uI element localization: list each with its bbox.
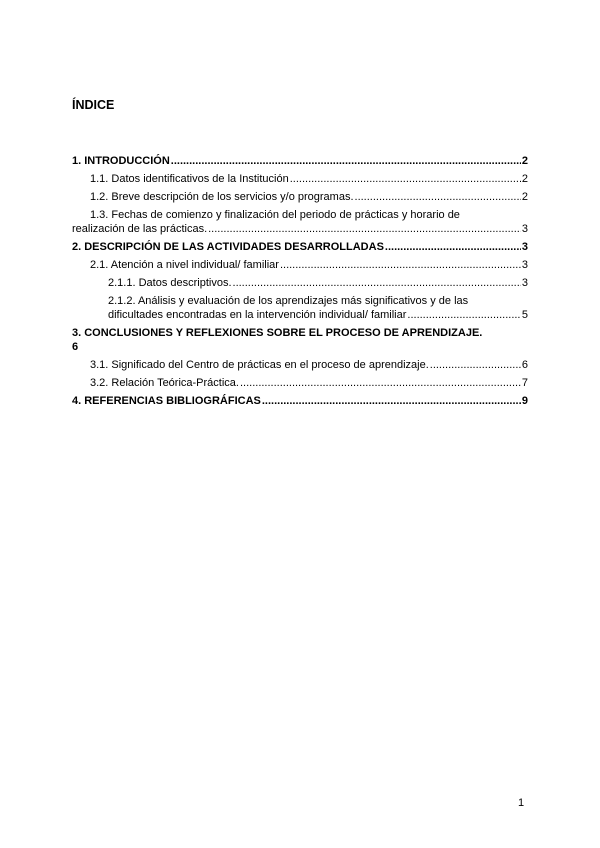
toc-entry-page: 3 — [521, 241, 528, 253]
toc-entry-fechas[interactable] — [72, 208, 528, 236]
toc-leader-dots — [430, 358, 521, 372]
toc-entry-label: 4. REFERENCIAS BIBLIOGRÁFICAS — [72, 395, 261, 407]
toc-leader-dots — [262, 394, 521, 408]
page-number: 1 — [518, 797, 525, 809]
toc-entry-page: 2 — [521, 155, 528, 167]
toc-entry-significado-centro[interactable] — [72, 358, 528, 372]
page-title: ÍNDICE — [72, 98, 115, 112]
toc-entry-page: 3 — [521, 223, 528, 235]
toc-entry-page: 3 — [521, 277, 528, 289]
toc-entry-label: 1.1. Datos identificativos de la Institución — [90, 173, 289, 185]
toc-entry-page: 6 — [521, 359, 528, 371]
toc-entry-referencias[interactable] — [72, 394, 528, 408]
toc-entry-datos-descriptivos[interactable] — [72, 276, 528, 290]
toc-entry-page: 2 — [521, 191, 528, 203]
toc-entry-page: 9 — [521, 395, 528, 407]
table-of-contents — [72, 154, 528, 412]
toc-entry-page: 3 — [521, 259, 528, 271]
toc-entry-label: 2.1. Atención a nivel individual/ familiar — [90, 259, 279, 271]
toc-leader-dots — [280, 258, 521, 272]
toc-entry-label-line1: 1.3. Fechas de comienzo y finalización del periodo de prácticas y horario de — [90, 209, 460, 221]
toc-entry-label: 2. DESCRIPCIÓN DE LAS ACTIVIDADES DESARROLLADAS — [72, 241, 384, 253]
toc-entry-introduccion[interactable] — [72, 154, 528, 168]
toc-leader-dots — [355, 190, 521, 204]
toc-entry-page: 6 — [72, 341, 79, 353]
toc-leader-dots — [240, 376, 521, 390]
toc-entry-page: 2 — [521, 173, 528, 185]
toc-entry-label: 3. CONCLUSIONES Y REFLEXIONES SOBRE EL PROCESO DE APRENDIZAJE. — [72, 327, 483, 339]
toc-entry-page: 7 — [521, 377, 528, 389]
toc-entry-label: 3.1. Significado del Centro de prácticas en el proceso de aprendizaje. — [90, 359, 429, 371]
toc-leader-dots — [208, 222, 521, 236]
toc-entry-descripcion-actividades[interactable] — [72, 240, 528, 254]
toc-entry-datos-identificativos[interactable] — [72, 172, 528, 186]
toc-entry-label-line2: realización de las prácticas. — [72, 223, 208, 235]
toc-entry-page: 5 — [521, 309, 528, 321]
toc-entry-label: 1. INTRODUCCIÓN — [72, 155, 170, 167]
toc-entry-atencion-individual[interactable] — [72, 258, 528, 272]
toc-entry-label: 2.1.1. Datos descriptivos. — [108, 277, 232, 289]
toc-leader-dots — [233, 276, 521, 290]
toc-entry-analisis-evaluacion[interactable] — [72, 294, 528, 322]
toc-entry-relacion-teorica[interactable] — [72, 376, 528, 390]
toc-entry-label-line1: 2.1.2. Análisis y evaluación de los aprendizajes más significativos y de las — [108, 295, 469, 307]
toc-leader-dots — [290, 172, 521, 186]
toc-entry-breve-descripcion[interactable] — [72, 190, 528, 204]
toc-leader-dots — [171, 154, 521, 168]
toc-leader-dots — [385, 240, 521, 254]
toc-entry-conclusiones[interactable] — [72, 326, 528, 354]
toc-entry-label-line2: dificultades encontradas en la intervención individual/ familiar — [108, 309, 407, 321]
toc-leader-dots — [407, 308, 520, 322]
toc-entry-label: 3.2. Relación Teórica-Práctica. — [90, 377, 239, 389]
toc-entry-label: 1.2. Breve descripción de los servicios y/o programas. — [90, 191, 354, 203]
